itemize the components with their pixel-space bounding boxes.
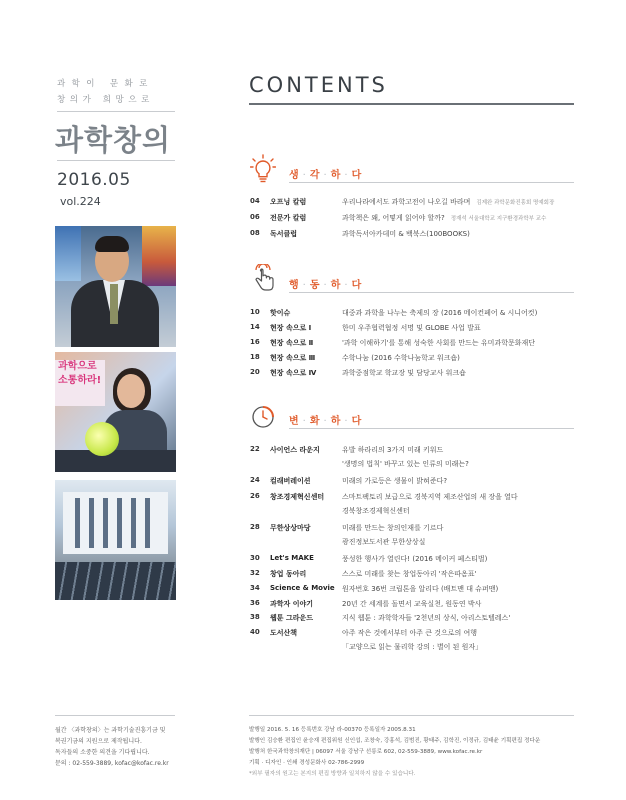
photo-columnist — [55, 226, 176, 347]
photo-sign-line-1: 과학으로 — [58, 361, 97, 372]
toc-entry[interactable]: 38 웹툰 그라운드 지식 웹툰 : 과학학자들 '2천년의 상식, 아리스토텔레스' — [250, 613, 511, 622]
footer-rule-right — [249, 715, 574, 716]
footer-contact[interactable]: 문의 : 02-559-3889, kofac@kofac.re.kr — [55, 760, 169, 767]
hand-pointer-icon — [250, 264, 276, 294]
footer-publication-info — [249, 725, 579, 780]
footer-right-line: 발행처 한국과학창의재단 | 06097 서울 강남구 선릉로 602, 02-559-3889, www.kofac.re.kr — [249, 749, 483, 755]
toc-entry[interactable]: 40 도서산책 아주 작은 것에서부터 아주 큰 것으로의 여행 — [250, 628, 478, 637]
toc-entry-continued[interactable]: 경북창조경제혁신센터 — [342, 507, 410, 515]
photo-sign-line-2: 소통하라! — [58, 375, 102, 386]
section-rule-act — [289, 292, 574, 293]
footer-left-line: 독자들의 소중한 의견을 기다립니다. — [55, 749, 150, 756]
footer-left-line: 월간 〈과학창의〉는 과학기술진흥기금 및 — [55, 727, 166, 734]
left-column — [0, 0, 176, 800]
toc-entry[interactable]: 32 창업 동아리 스스로 미래를 찾는 창업동아리 '작은따옴표' — [250, 569, 477, 578]
footer-right-line: 기획 · 디자인 · 인쇄 경성문화사 02-786-2999 — [249, 760, 365, 766]
toc-entry[interactable]: 18 현장 속으로 Ⅲ 수학나눔 (2016 수학나눔학교 워크숍) — [250, 353, 460, 362]
contents-heading: CONTENTS — [249, 73, 388, 97]
toc-entry[interactable]: 36 과학자 이야기 20년 간 세계를 돌면서 교육실천, 원동연 박사 — [250, 599, 482, 608]
masthead-rule-top — [57, 111, 175, 112]
toc-entry[interactable]: 16 현장 속으로 Ⅱ '과학 이해하기'를 통해 성숙한 사회를 만드는 유미과학문화재단 — [250, 338, 536, 347]
tagline-line-2: 창의가 희망으로 — [57, 95, 154, 105]
toc-entry-continued[interactable]: '생명의 법칙' 바꾸고 있는 인류의 미래는? — [342, 460, 469, 468]
toc-entry[interactable]: 24 컬래버레이션 미래의 가로등은 생물이 밝혀준다? — [250, 476, 448, 485]
tagline-line-1: 과학이 문화로 — [57, 79, 154, 89]
toc-entry[interactable]: 28 무한상상마당 미래를 만드는 창의인재를 기르다 — [250, 523, 444, 532]
toc-entry[interactable]: 30 Let's MAKE 풍성한 행사가 열린다! (2016 메이커 페스티벌) — [250, 554, 488, 563]
toc-entry[interactable]: 06 전문가 칼럼 과학책은 왜, 어떻게 읽어야 할까? 정재석 서울대학교 지구환경과학부 교수 — [250, 213, 547, 222]
footer-left — [55, 725, 195, 769]
toc-entry[interactable]: 08 독서클럽 과학독서아카데미 & 백북스(100BOOKS) — [250, 229, 470, 238]
issue-volume: vol.224 — [60, 195, 101, 208]
section-rule-change — [289, 428, 574, 429]
section-title-act: 행 · 동 · 하 · 다 — [289, 280, 363, 291]
toc-entry[interactable]: 20 현장 속으로 Ⅳ 과학중점학교 학교장 및 담당교사 워크숍 — [250, 368, 466, 377]
clock-icon — [250, 402, 276, 432]
lightbulb-icon — [250, 154, 276, 184]
section-title-think: 생 · 각 · 하 · 다 — [289, 170, 363, 181]
section-rule-think — [289, 182, 574, 183]
footer-left-line: 복권기금의 지원으로 제작됩니다. — [55, 738, 142, 745]
toc-entry[interactable]: 10 핫이슈 대중과 과학을 나누는 축제의 장 (2016 메이컨페어 & 시니어컷) — [250, 308, 538, 317]
footer-right-line: 발행인 김승환 편집인 윤승재 편집위원 신인섭, 조창숙, 강홍석, 김범진, 황태주, 김학진, 이정규, 김태윤 기획편집 정다운 — [249, 738, 541, 744]
footer-note: *외부 필자의 원고는 본지의 편집 방향과 일치하지 않을 수 있습니다. — [249, 771, 416, 777]
toc-entry[interactable]: 22 사이언스 라운지 유발 하라리의 3가지 미래 키워드 — [250, 445, 444, 454]
issue-info — [57, 170, 176, 209]
toc-entry[interactable]: 26 창조경제혁신센터 스마트팩토리 보급으로 경북지역 제조산업의 새 장을 열다 — [250, 492, 518, 501]
footer-rule-left — [55, 715, 175, 716]
section-title-change: 변 · 화 · 하 · 다 — [289, 416, 363, 427]
toc-entry[interactable]: 04 오프닝 칼럼 우리나라에서도 과학고전이 나오길 바라며 김제완 과학문화진흥회 명예회장 — [250, 197, 555, 206]
photo-sign — [55, 360, 105, 406]
toc-entry[interactable]: 34 Science & Movie 원자번호 36번 크립톤을 알리다 (배트맨 대 슈퍼맨) — [250, 584, 499, 593]
photo-science-festival — [55, 352, 176, 472]
footer-right-line: 발행일 2016. 5. 16 등록번호 강남 라-00370 등록일자 2005.8.31 — [249, 727, 416, 733]
issue-date: 2016.05 — [57, 170, 131, 190]
toc-entry-continued[interactable]: 「교양으로 읽는 물리학 강의 : 별이 된 원자」 — [342, 643, 483, 651]
toc-entry-continued[interactable]: 광진정보도서관 무한상상실 — [342, 538, 426, 546]
toc-entry[interactable]: 14 현장 속으로 Ⅰ 한미 우주협력협정 서명 및 GLOBE 사업 발표 — [250, 323, 481, 332]
masthead-rule-bottom — [57, 160, 175, 161]
contents-rule — [249, 103, 574, 105]
magazine-title: 과학창의 — [55, 123, 172, 157]
photo-building — [55, 480, 176, 600]
